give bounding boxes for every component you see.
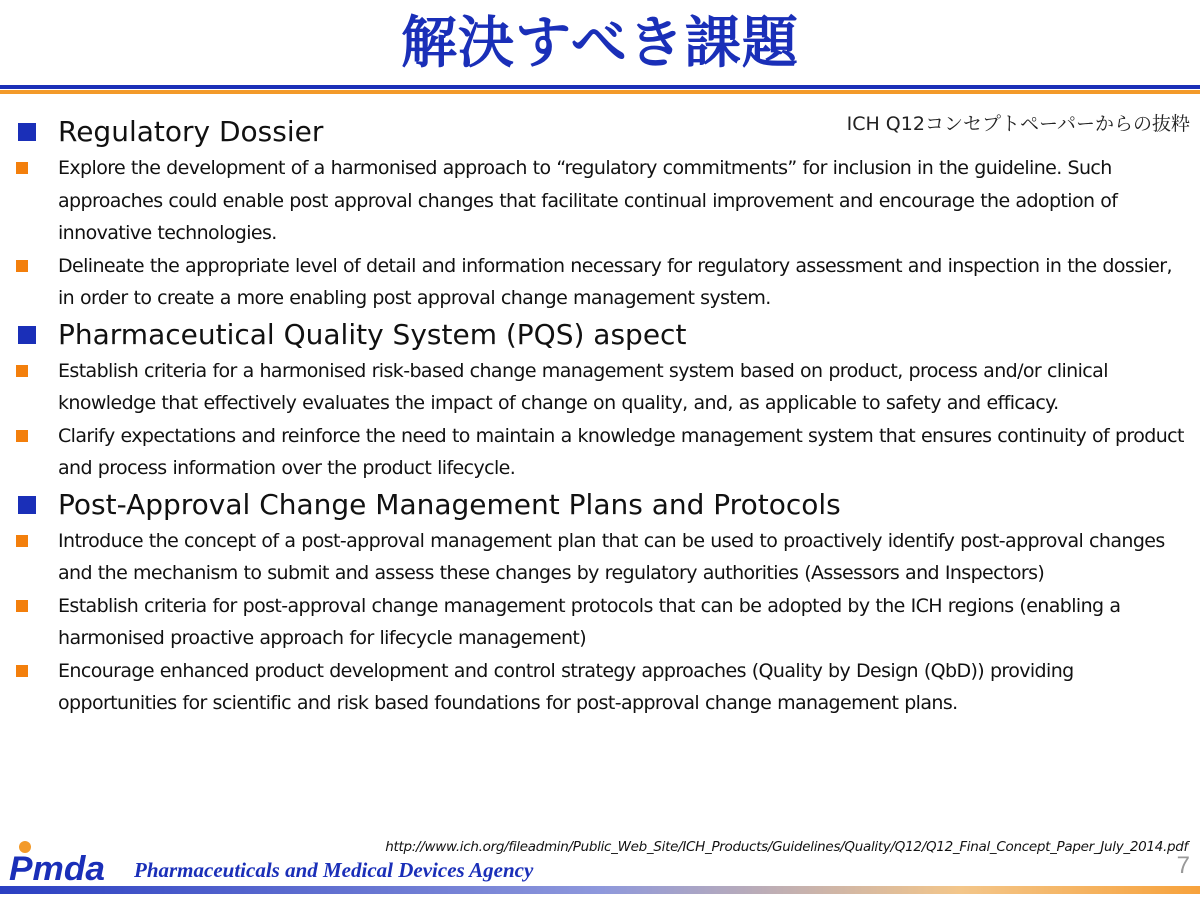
- blue-square-bullet-icon: [18, 496, 36, 514]
- bullet-item: [0, 655, 1200, 720]
- bullet-item: [0, 152, 1200, 250]
- title-rule-orange: [0, 90, 1200, 94]
- orange-square-bullet-icon: [16, 430, 28, 442]
- orange-square-bullet-icon: [16, 600, 28, 612]
- bullet-text: Clarify expectations and reinforce the need to maintain a knowledge management system that ensures continuity of product and process information over the product lifecycle.: [58, 424, 1184, 479]
- section-regulatory-dossier: [0, 112, 1200, 315]
- section-heading: [0, 315, 1200, 355]
- bullet-item: [0, 250, 1200, 315]
- blue-square-bullet-icon: [18, 123, 36, 141]
- bullet-item: [0, 355, 1200, 420]
- section-heading-text: Post-Approval Change Management Plans and Protocols: [58, 487, 841, 521]
- source-note: ICH Q12コンセプトペーパーからの抜粋: [846, 113, 1190, 135]
- slide-title: 解決すべき課題: [401, 11, 799, 76]
- orange-square-bullet-icon: [16, 365, 28, 377]
- section-heading: [0, 485, 1200, 525]
- orange-square-bullet-icon: [16, 535, 28, 547]
- logo-wordmark: Pmda: [9, 850, 105, 884]
- bullet-text: Encourage enhanced product development and control strategy approaches (Quality by Design (QbD)) providing opportunities for scientific and risk based foundations for post-approval change management plans.: [58, 659, 1074, 714]
- pmda-logo: [8, 838, 108, 884]
- bullet-item: [0, 590, 1200, 655]
- page-number: 7: [1176, 852, 1190, 879]
- blue-square-bullet-icon: [18, 326, 36, 344]
- bullet-text: Establish criteria for a harmonised risk-based change management system based on product, process and/or clinical knowledge that effectively evaluates the impact of change on quality, and, as applicable to safety and efficacy.: [58, 359, 1108, 414]
- section-heading: [0, 112, 1200, 152]
- section-heading-text: Regulatory Dossier: [58, 115, 324, 148]
- source-url[interactable]: http://www.ich.org/fileadmin/Public_Web_Site/ICH_Products/Guidelines/Quality/Q12/Q12_Final_Concept_Paper_July_2014.pdf: [385, 839, 1188, 855]
- title-rule-blue: [0, 85, 1200, 89]
- orange-square-bullet-icon: [16, 665, 28, 677]
- bullet-text: Delineate the appropriate level of detail and information necessary for regulatory assessment and inspection in the dossier, in order to create a more enabling post approval change management system.: [58, 254, 1172, 309]
- footer-gradient-bar: [0, 886, 1200, 894]
- section-change-management-plans: [0, 485, 1200, 720]
- bullet-item: [0, 420, 1200, 485]
- section-heading-text: Pharmaceutical Quality System (PQS) aspect: [58, 317, 687, 351]
- orange-square-bullet-icon: [16, 162, 28, 174]
- agency-name: Pharmaceuticals and Medical Devices Agency: [134, 858, 534, 882]
- bullet-text: Establish criteria for post-approval change management protocols that can be adopted by the ICH regions (enabling a harmonised proactive approach for lifecycle management): [58, 594, 1121, 649]
- slide-body: [0, 112, 1200, 720]
- orange-square-bullet-icon: [16, 260, 28, 272]
- bullet-item: [0, 525, 1200, 590]
- section-pqs-aspect: [0, 315, 1200, 485]
- bullet-text: Explore the development of a harmonised approach to “regulatory commitments” for inclusion in the guideline. Such approaches could enable post approval changes that facilitate continual improvement and encourage the adoption of innovative technologies.: [58, 157, 1118, 244]
- bullet-text: Introduce the concept of a post-approval management plan that can be used to proactively identify post-approval changes and the mechanism to submit and assess these changes by regulatory authorities (Assessors and Inspectors): [58, 529, 1165, 584]
